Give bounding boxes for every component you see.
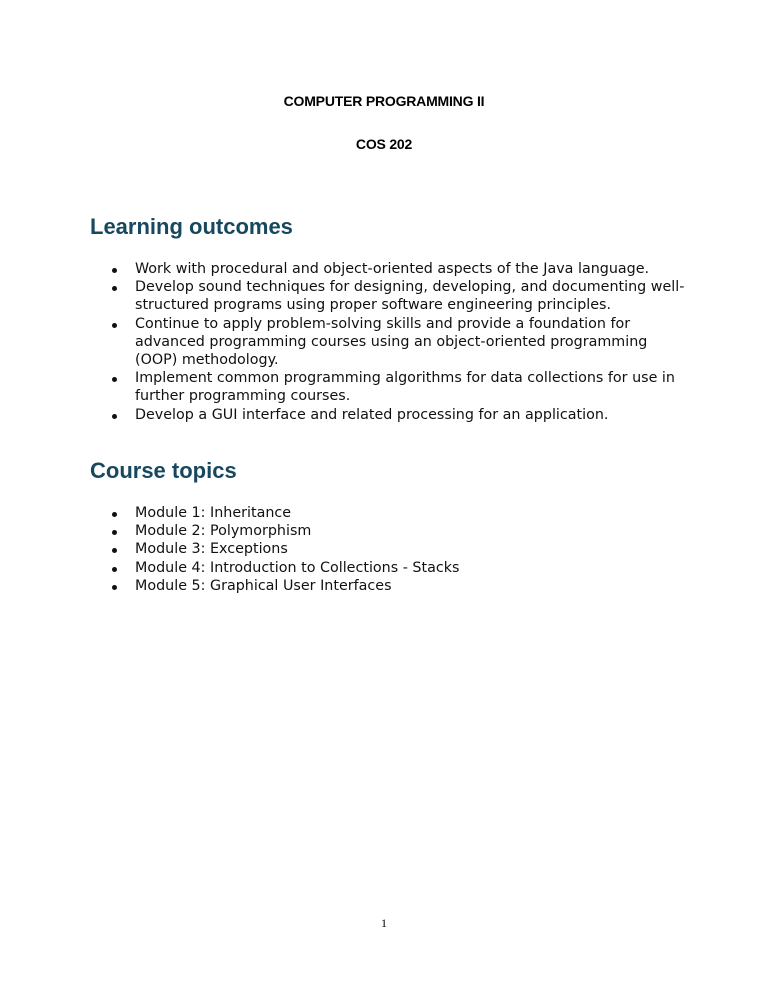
bullet-icon <box>112 567 117 572</box>
learning-outcome-item <box>112 260 692 278</box>
course-code: COS 202 <box>355 136 413 152</box>
course-topic-item <box>112 577 692 595</box>
learning-outcomes-heading: Learning outcomes <box>90 214 293 239</box>
bullet-icon <box>112 377 117 382</box>
bullet-icon <box>112 414 117 419</box>
course-topics-heading: Course topics <box>90 458 237 483</box>
bullet-icon <box>112 323 117 328</box>
bullet-icon <box>112 268 117 273</box>
course-topic-text: Module 4: Introduction to Collections - Stacks <box>135 559 460 576</box>
learning-outcome-text: Implement common programming algorithms for data collections for use in further programming courses. <box>135 370 675 405</box>
course-topic-item <box>112 522 692 540</box>
course-title: COMPUTER PROGRAMMING II <box>283 93 485 109</box>
learning-outcome-text: Continue to apply problem-solving skills and provide a foundation for advanced programming courses using an object-oriented programming (OOP) methodology. <box>135 315 648 369</box>
learning-outcome-item <box>112 315 692 370</box>
bullet-icon <box>112 286 117 291</box>
course-topic-item <box>112 540 692 558</box>
bullet-icon <box>112 548 117 553</box>
learning-outcome-text: Develop sound techniques for designing, developing, and documenting well-structured programs using proper software engineering principles. <box>135 279 685 314</box>
course-topic-text: Module 5: Graphical User Interfaces <box>135 577 392 594</box>
learning-outcome-text: Develop a GUI interface and related processing for an application. <box>135 406 609 423</box>
bullet-icon <box>112 530 117 535</box>
course-topic-text: Module 3: Exceptions <box>135 541 288 558</box>
bullet-icon <box>112 512 117 517</box>
course-topic-text: Module 1: Inheritance <box>135 505 292 521</box>
course-topic-item <box>112 504 692 522</box>
bullet-icon <box>112 585 117 590</box>
page-number: 1 <box>381 916 387 930</box>
course-topics-list <box>112 504 692 595</box>
learning-outcome-item <box>112 369 692 405</box>
learning-outcome-text: Work with procedural and object-oriented aspects of the Java language. <box>135 261 650 277</box>
learning-outcome-item <box>112 278 692 314</box>
learning-outcome-item <box>112 406 692 424</box>
course-topic-item <box>112 559 692 577</box>
learning-outcomes-list <box>112 260 692 424</box>
course-topic-text: Module 2: Polymorphism <box>135 523 312 540</box>
